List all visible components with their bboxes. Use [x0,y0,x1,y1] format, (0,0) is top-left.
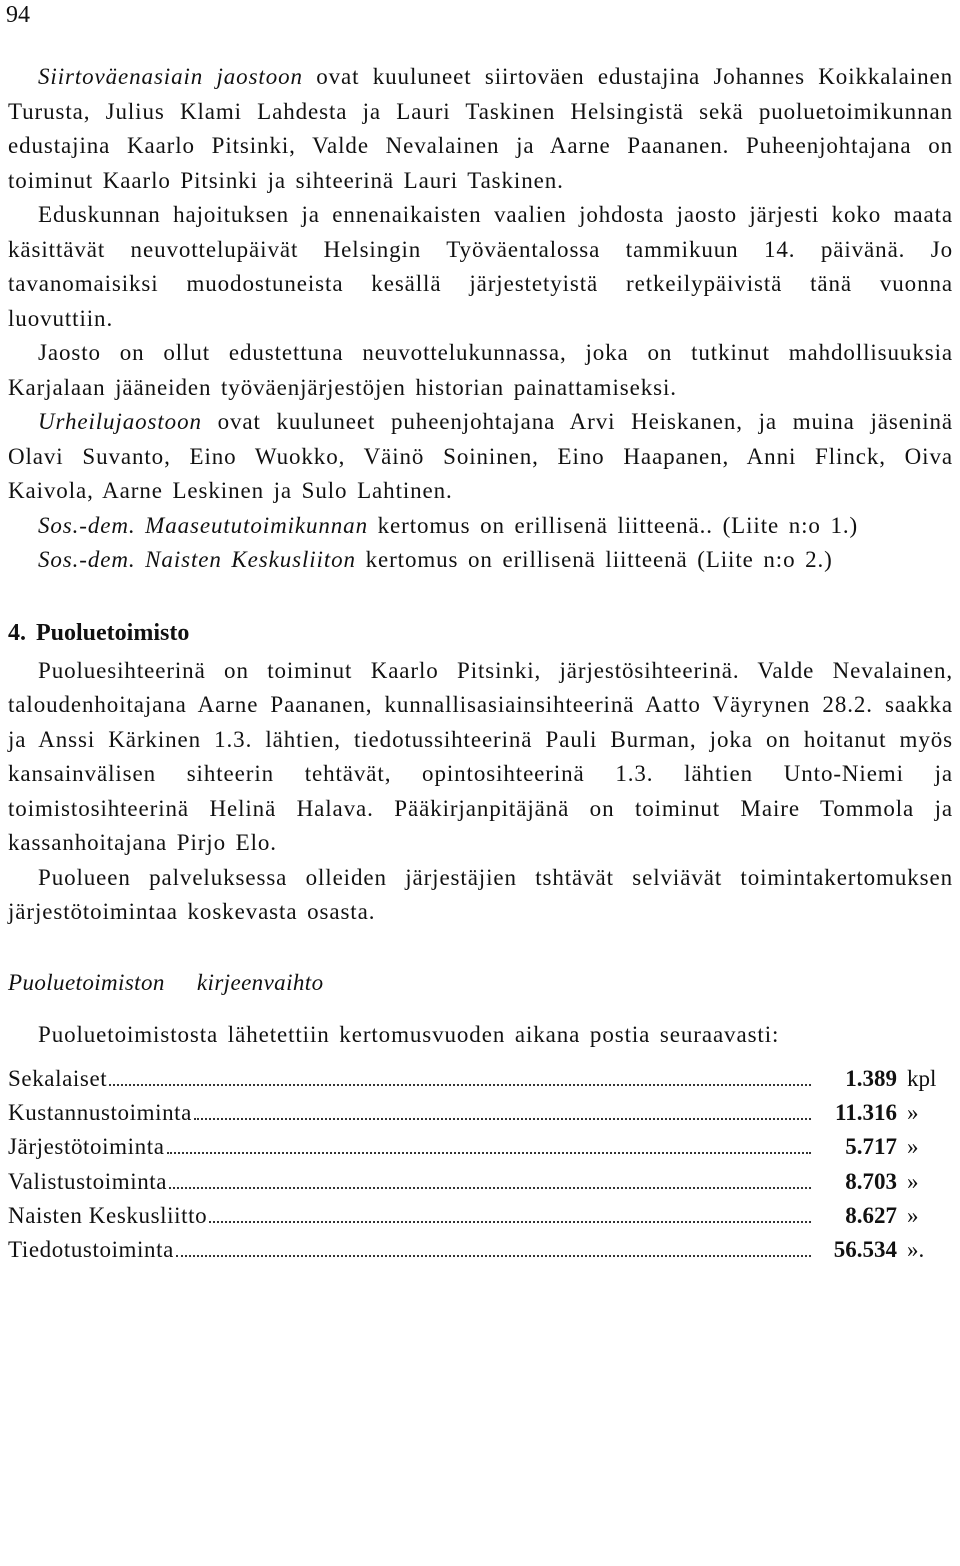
paragraph-text: ovat kuuluneet puheenjohtajana Arvi Heiskanen, ja muina jäseninä Olavi Suvanto, Eino Wuokko, Väinö Soininen, Eino Haapanen, Anni Flinck, Oiva Kaivola, Aarne Leskinen ja Sulo Lahtinen. [8,409,953,503]
section-number: 4. [8,619,26,646]
paragraph-urheilu [8,405,953,509]
paragraph-naiset [8,543,953,578]
paragraph-text: ovat kuuluneet siirtoväen edustajina Johannes Koikkalainen Turusta, Julius Klami Lahdesta ja Lauri Taskinen Helsingistä sekä puoluetoimikunnan edustajina Kaarlo Pitsinki, Valde Nevalainen ja Aarne Paananen. Puheenjohtajana on toiminut Kaarlo Pitsinki ja sihteerinä Lauri Taskinen. [8,64,953,193]
dot-leader [209,1221,811,1223]
row-label: Tiedotustoiminta [8,1236,174,1262]
paragraph-siirtovaki [8,60,953,198]
emphasis: Urheilujaostoon [38,409,202,434]
row-value: 56.534 [833,1236,897,1262]
row-value: 8.703 [845,1168,897,1194]
paragraph-neuvottelupaivat: Eduskunnan hajoituksen ja ennenaikaisten vaalien johdosta jaosto järjesti koko maata käsittävät neuvottelupäivät Helsingin Työväentalossa tammikuun 14. päivänä. Jo tavanomaisiksi muodostuneista kesällä järjestetyistä retkeilypäivistä tänä vuonna luovuttiin. [8,202,953,331]
row-value: 11.316 [835,1100,897,1126]
row-label: Kustannustoiminta [8,1100,192,1126]
page-body [8,60,953,1271]
paragraph-maaseutu [8,509,953,544]
section-heading [8,616,953,650]
dot-leader [167,1152,811,1154]
row-unit: ». [907,1236,925,1262]
mail-table [8,1066,953,1271]
page-number: 94 [6,2,30,28]
row-value: 5.717 [845,1134,897,1160]
row-label: Naisten Keskusliitto [8,1202,208,1228]
dot-leader [194,1118,811,1120]
row-unit: kpl [907,1066,937,1091]
table-row [8,1169,953,1203]
table-row [8,1237,953,1271]
paragraph-historia: Jaosto on ollut edustettuna neuvottelukunnassa, joka on tutkinut mahdollisuuksia Karjalaan jääneiden työväenjärjestöjen historian painattamiseksi. [8,340,953,400]
row-unit: » [907,1168,919,1194]
paragraph-text: kertomus on erillisenä liitteenä.. (Liite n:o 1.) [367,512,859,538]
row-unit: » [907,1134,919,1160]
row-label: Järjestötoiminta [8,1134,165,1160]
emphasis: Sos.-dem. Naisten Keskusliiton [38,547,356,572]
emphasis: Siirtoväenasiain jaostoon [38,64,303,89]
table-row [8,1203,953,1237]
paragraph-jarjestajat: Puolueen palveluksessa olleiden järjestäjien tshtävät selviävät toimintakertomuksen järjestötoimintaa koskevasta osasta. [8,864,953,924]
row-unit: » [907,1202,919,1228]
table-row [8,1100,953,1134]
table-row [8,1066,953,1100]
table-row [8,1134,953,1168]
paragraph-text: kertomus on erillisenä liitteenä (Liite n:o 2.) [355,547,833,572]
row-value: 1.389 [845,1066,897,1091]
row-label: Sekalaiset [8,1066,108,1091]
emphasis: Sos.-dem. Maaseututoimikunnan [38,512,368,538]
row-value: 8.627 [845,1202,897,1228]
paragraph-posti-intro: Puoluetoimistosta lähetettiin kertomusvuoden aikana postia seuraavasti: [38,1021,780,1047]
dot-leader [109,1084,811,1086]
subsection-heading: Puoluetoimiston kirjeenvaihto [8,969,324,995]
dot-leader [176,1255,811,1257]
dot-leader [169,1187,811,1189]
section-title: Puoluetoimisto [36,619,190,646]
row-label: Valistustoiminta [8,1168,168,1194]
row-unit: » [907,1100,919,1126]
paragraph-toimisto-henkilosto: Puoluesihteerinä on toiminut Kaarlo Pitsinki, järjestösihteerinä. Valde Nevalainen, taloudenhoitajana Aarne Paananen, kunnallisasiainsihteerinä Aatto Väyrynen 28.2. saakka ja Anssi Kärkinen 1.3. lähtien, tiedotussihteerinä Pauli Burman, joka on hoitanut myös kansainvälisen sihteerin tehtävät, opintosihteerinä 1.3. lähtien Unto-Niemi ja toimistosihteerinä Helinä Halava. Pääkirjanpitäjänä on toiminut Maire Tommola ja kassanhoitajana Pirjo Elo. [8,657,953,855]
